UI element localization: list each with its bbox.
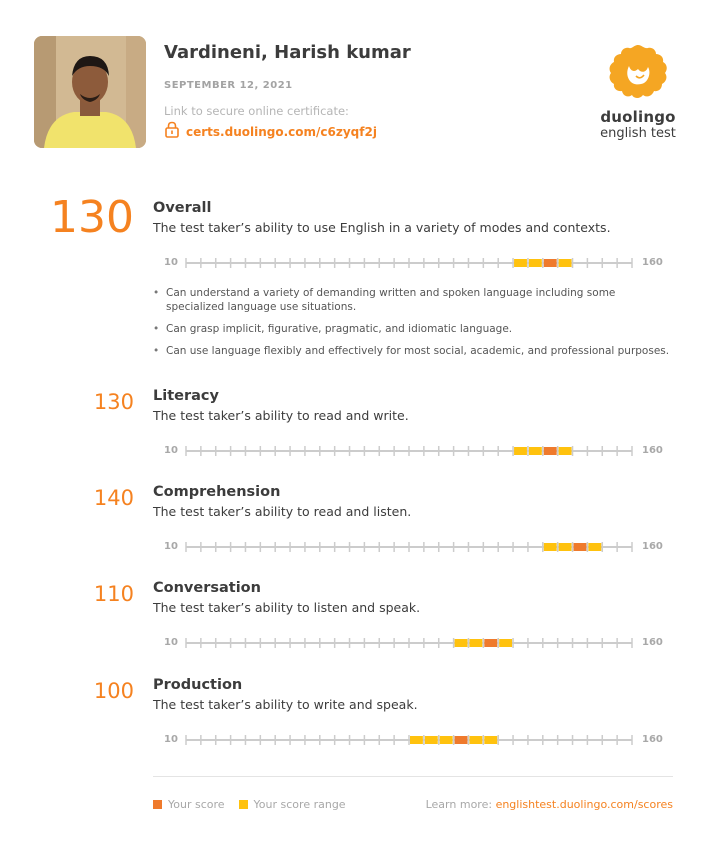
scale-min-label: 10 bbox=[164, 734, 178, 745]
literacy-score-scale bbox=[164, 444, 664, 458]
learn-more-link[interactable]: englishtest.duolingo.com/scores bbox=[495, 798, 673, 811]
lock-icon bbox=[164, 121, 180, 142]
scale-min-label: 10 bbox=[164, 541, 178, 552]
literacy-score: 130 bbox=[93, 390, 134, 414]
scale-max-label: 160 bbox=[642, 541, 663, 552]
overall-score: 130 bbox=[50, 192, 134, 243]
production-score: 100 bbox=[93, 679, 134, 703]
range-marker bbox=[484, 736, 497, 744]
scale-min-label: 10 bbox=[164, 445, 178, 456]
range-marker bbox=[514, 447, 527, 455]
range-marker bbox=[410, 736, 423, 744]
range-swatch bbox=[239, 800, 248, 809]
score-marker bbox=[574, 543, 587, 551]
overall-descriptors-list bbox=[153, 286, 673, 366]
certificate-label: Link to secure online certificate: bbox=[164, 104, 349, 118]
scale-min-label: 10 bbox=[164, 637, 178, 648]
legend-score-label: Your score bbox=[168, 798, 225, 811]
overall-score-scale bbox=[164, 256, 664, 270]
score-marker bbox=[455, 736, 468, 744]
duolingo-bird-icon bbox=[588, 42, 688, 108]
literacy-scale-track bbox=[184, 444, 634, 458]
logo-wordmark: duolingo bbox=[600, 108, 676, 126]
certificate-link[interactable] bbox=[164, 121, 377, 142]
learn-more-label: Learn more: bbox=[425, 798, 493, 811]
conversation-score: 110 bbox=[93, 582, 134, 606]
logo-subtitle: english test bbox=[600, 126, 676, 141]
legend-range-label: Your score range bbox=[253, 798, 346, 811]
legend-your-range bbox=[239, 798, 346, 811]
score-marker bbox=[544, 259, 557, 267]
range-marker bbox=[559, 543, 572, 551]
range-marker bbox=[440, 736, 453, 744]
comprehension-title: Comprehension bbox=[153, 484, 281, 500]
descriptor-item: • Can grasp implicit, figurative, pragmatic, and idiomatic language. bbox=[153, 322, 673, 336]
scale-max-label: 160 bbox=[642, 257, 663, 268]
scale-max-label: 160 bbox=[642, 637, 663, 648]
conversation-score-scale bbox=[164, 636, 664, 650]
certificate-url: certs.duolingo.com/c6zyqf2j bbox=[186, 124, 377, 139]
test-taker-photo bbox=[34, 36, 146, 148]
scale-max-label: 160 bbox=[642, 445, 663, 456]
range-marker bbox=[529, 259, 542, 267]
literacy-description: The test taker’s ability to read and write. bbox=[153, 408, 409, 423]
comprehension-score-scale bbox=[164, 540, 664, 554]
score-marker bbox=[484, 639, 497, 647]
profile-photo-illustration bbox=[34, 36, 146, 148]
production-title: Production bbox=[153, 677, 243, 693]
comprehension-score: 140 bbox=[93, 486, 134, 510]
scale-min-label: 10 bbox=[164, 257, 178, 268]
test-date: SEPTEMBER 12, 2021 bbox=[164, 80, 293, 91]
legend bbox=[153, 798, 360, 811]
overall-title: Overall bbox=[153, 200, 212, 216]
production-description: The test taker’s ability to write and speak. bbox=[153, 697, 418, 712]
overall-description: The test taker’s ability to use English in a variety of modes and contexts. bbox=[153, 220, 611, 235]
conversation-description: The test taker’s ability to listen and speak. bbox=[153, 600, 421, 615]
duolingo-english-test-logo bbox=[588, 42, 688, 146]
conversation-scale-track bbox=[184, 636, 634, 650]
legend-your-score bbox=[153, 798, 225, 811]
footer-divider bbox=[153, 776, 673, 777]
production-score-scale bbox=[164, 733, 664, 747]
descriptor-item: • Can understand a variety of demanding written and spoken language including some specialized language use situations. bbox=[153, 286, 673, 314]
descriptor-item: • Can use language flexibly and effectively for most social, academic, and professional purposes. bbox=[153, 344, 673, 358]
comprehension-description: The test taker’s ability to read and listen. bbox=[153, 504, 412, 519]
range-marker bbox=[544, 543, 557, 551]
overall-scale-track bbox=[184, 256, 634, 270]
score-marker bbox=[544, 447, 557, 455]
range-marker bbox=[559, 447, 572, 455]
learn-more bbox=[426, 798, 673, 811]
conversation-title: Conversation bbox=[153, 580, 261, 596]
range-marker bbox=[588, 543, 601, 551]
production-scale-track bbox=[184, 733, 634, 747]
test-taker-name: Vardineni, Harish kumar bbox=[164, 42, 411, 63]
comprehension-scale-track bbox=[184, 540, 634, 554]
range-marker bbox=[425, 736, 438, 744]
literacy-title: Literacy bbox=[153, 388, 219, 404]
range-marker bbox=[499, 639, 512, 647]
range-marker bbox=[469, 736, 482, 744]
range-marker bbox=[559, 259, 572, 267]
range-marker bbox=[514, 259, 527, 267]
range-marker bbox=[455, 639, 468, 647]
range-marker bbox=[529, 447, 542, 455]
scale-max-label: 160 bbox=[642, 734, 663, 745]
score-swatch bbox=[153, 800, 162, 809]
range-marker bbox=[469, 639, 482, 647]
